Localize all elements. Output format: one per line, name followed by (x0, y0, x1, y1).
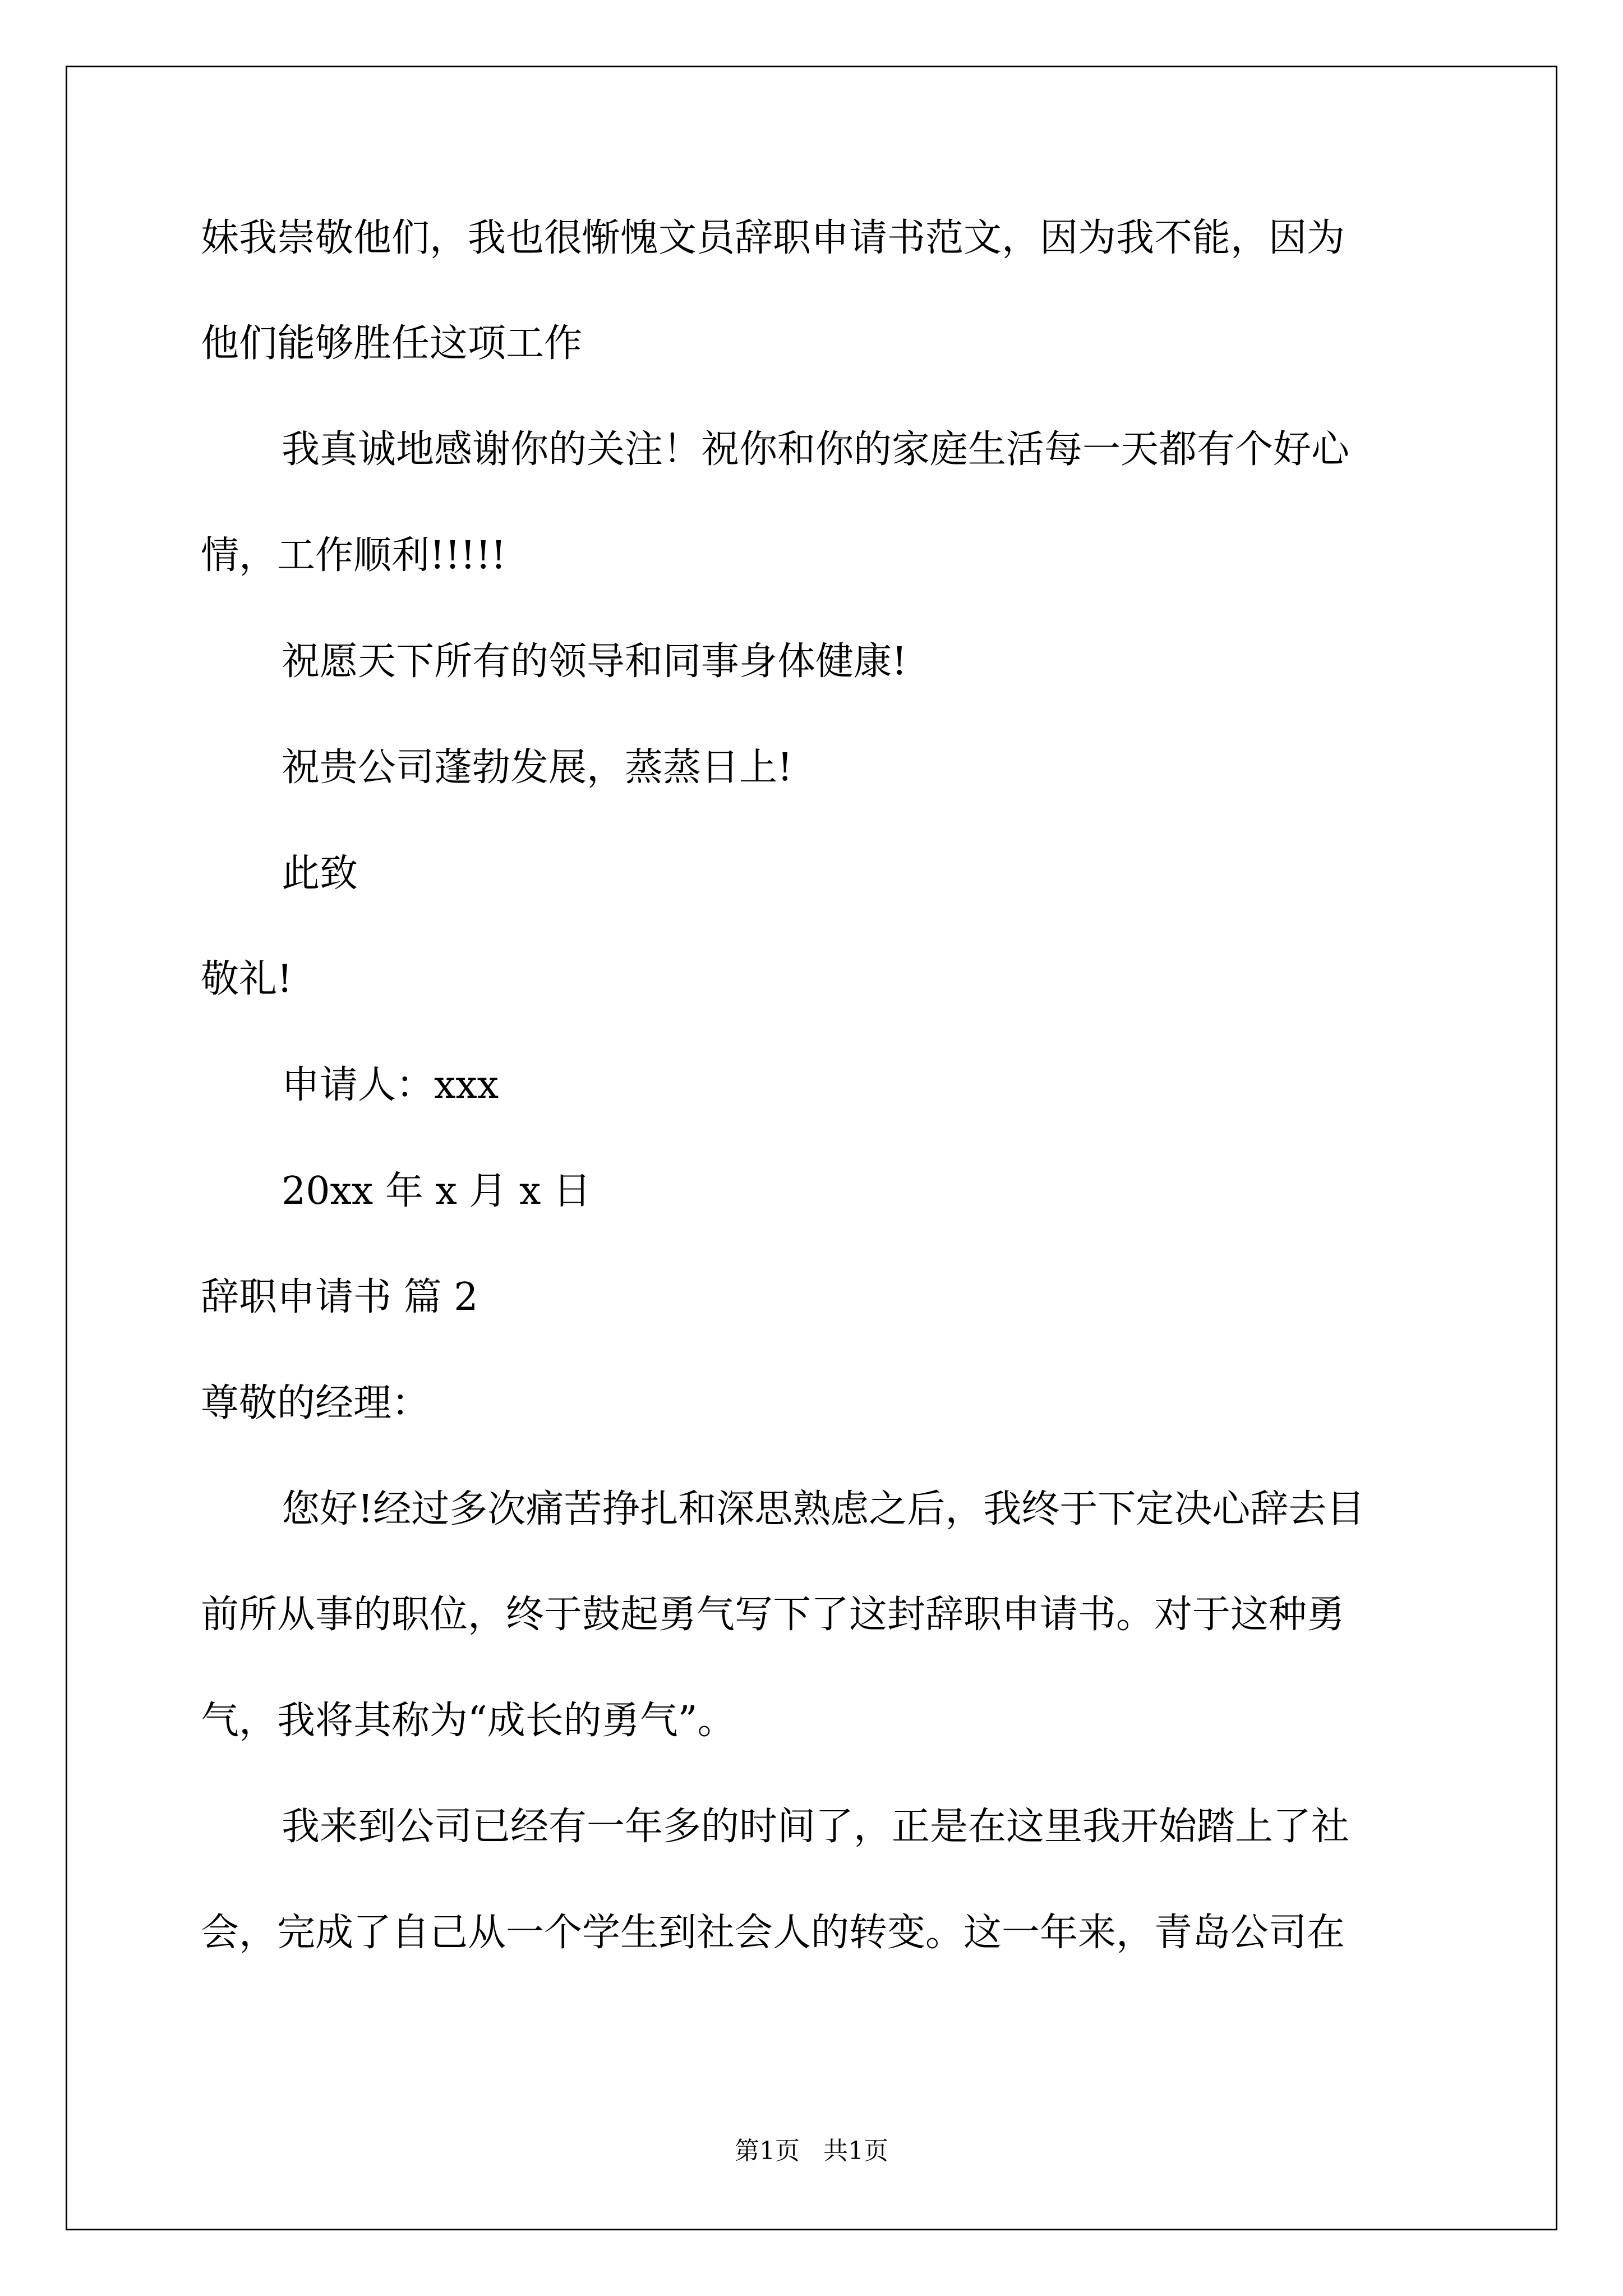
body-line: 会，完成了自己从一个学生到社会人的转变。这一年来，青岛公司在 (201, 1911, 1345, 1955)
body-line: 前所从事的职位，终于鼓起勇气写下了这封辞职申请书。对于这种勇 (201, 1593, 1345, 1637)
body-line: 他们能够胜任这项工作 (201, 321, 583, 366)
section-heading: 辞职申请书 篇 2 (201, 1275, 478, 1319)
body-line: 祝愿天下所有的领导和同事身体健康! (282, 639, 907, 684)
body-line: 气，我将其称为“成长的勇气”。 (201, 1699, 736, 1743)
applicant-signature: 申请人：xxx (282, 1063, 499, 1107)
signature-date: 20xx 年 x 月 x 日 (282, 1169, 592, 1213)
greeting: 尊敬的经理： (201, 1381, 430, 1425)
body-line: 此致 (282, 852, 358, 896)
closing-salutation: 敬礼! (201, 957, 293, 1001)
body-line: 祝贵公司蓬勃发展，蒸蒸日上! (282, 746, 793, 790)
body-line: 我真诚地感谢你的关注！祝你和你的家庭生活每一天都有个好心 (282, 427, 1350, 472)
body-line: 我来到公司已经有一年多的时间了，正是在这里我开始踏上了社 (282, 1805, 1350, 1849)
body-line: 您好!经过多次痛苦挣扎和深思熟虑之后，我终于下定决心辞去目 (282, 1487, 1365, 1531)
page-number-footer: 第1页 共1页 (735, 2137, 888, 2165)
body-line: 情，工作顺利!!!!! (201, 533, 506, 578)
body-line: 妹我崇敬他们，我也很惭愧文员辞职申请书范文，因为我不能，因为 (201, 216, 1345, 260)
